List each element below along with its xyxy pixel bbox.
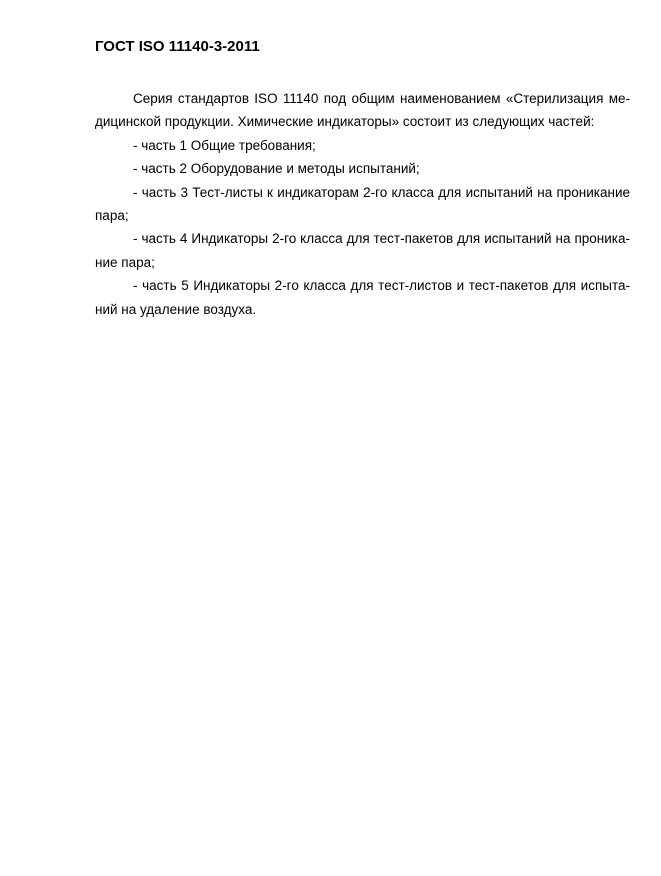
intro-line-2: дицинской продукции. Химические индикаторы» состоит из следующих частей: [95, 114, 595, 130]
document-body [95, 87, 630, 321]
part-2-line-1: - часть 2 Оборудование и методы испытаний; [133, 161, 420, 177]
part-3-line-1: - часть 3 Тест-листы к индикаторам 2-го класса для испытаний на проникание [133, 184, 630, 200]
part-3-line-2: пара; [95, 207, 129, 223]
part-1-line-1: - часть 1 Общие требования; [133, 137, 316, 153]
document-code-header: ГОСТ ISO 11140-3-2011 [95, 38, 260, 55]
part-5-line-2: ний на удаление воздуха. [95, 301, 257, 317]
part-4-line-1: - часть 4 Индикаторы 2-го класса для тест-пакетов для испытаний на проника- [133, 231, 630, 247]
intro-line-1: Серия стандартов ISO 11140 под общим наименованием «Стерилизация ме- [133, 91, 630, 106]
part-4-line-2: ние пара; [95, 254, 155, 270]
part-5-line-1: - часть 5 Индикаторы 2-го класса для тест-листов и тест-пакетов для испыта- [133, 278, 630, 294]
